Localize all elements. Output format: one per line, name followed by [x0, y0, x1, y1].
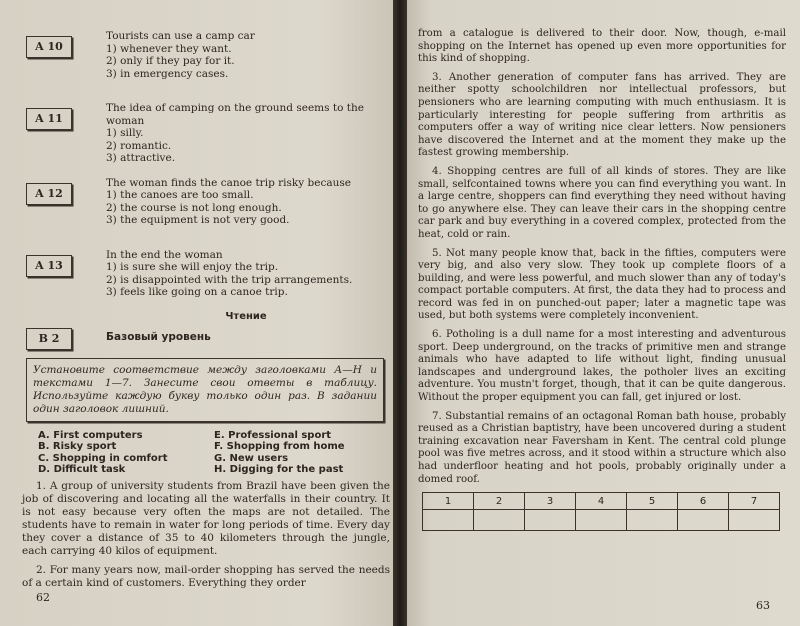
- page-number: 62: [36, 591, 50, 604]
- question-label: A 11: [26, 108, 72, 130]
- heading-item: F. Shopping from home: [214, 441, 345, 452]
- section-title: Чтение: [225, 310, 267, 322]
- question-option: 2) only if they pay for it.: [106, 55, 235, 67]
- heading-item: H. Digging for the past: [214, 464, 344, 475]
- question-option: 1) is sure she will enjoy the trip.: [106, 261, 279, 273]
- level-row: [22, 328, 390, 352]
- heading-item: G. New users: [214, 452, 289, 464]
- question-option: 3) feels like going on a canoe trip.: [106, 286, 288, 298]
- text-paragraph: 2. For many years now, mail-order shopping has served the needs of a certain kind of customers. Everything they order: [22, 563, 390, 589]
- answer-number: 1: [423, 493, 474, 510]
- question-option: 3) in emergency cases.: [106, 67, 229, 80]
- text-paragraph: from a catalogue is delivered to their door. Now, though, e-mail shopping on the Internet has opened up even more opportunities for this kind of shopping.: [418, 28, 786, 65]
- text-paragraph: 6. Potholing is a dull name for a most interesting and adventurous sport. Deep underground, on the tracks of primitive men and strange animals who have adapted to life without light, finding unusual landscapes and underground lakes, the potholer lives an exciting adventure. You mustn't forget, though, that it can be quite dangerous. Without the proper equipment you can fall, get injured or lost.: [418, 329, 786, 404]
- question-label: A 12: [26, 183, 72, 205]
- question-option: 1) silly.: [106, 127, 144, 139]
- book-gutter: [393, 0, 407, 626]
- text-paragraph: 3. Another generation of computer fans has arrived. They are neither spotty schoolchildren nor intellectual professors, but pensioners who are learning computing with much enthusiasm. It is particularly interesting for people suffering from arthritis as computers offer a way of writing nice clear letters. Now pensioners have discovered the Internet and at the moment they make up the fastest growing membership.: [418, 71, 786, 159]
- answer-number-row: [423, 493, 780, 510]
- answer-table: [422, 492, 780, 531]
- answer-cell[interactable]: [729, 510, 780, 531]
- text-paragraph: 7. Substantial remains of an octagonal Roman bath house, probably reused as a Christian baptistry, have been uncovered during a student training excavation near Faversham in Kent. The central cold plunge pool was five metres across, and it stood within a structure which also had underfloor heating and hot pools, probably originally under a domed roof.: [418, 410, 786, 485]
- answer-number: 5: [627, 493, 678, 510]
- question-body: [106, 30, 390, 80]
- question-a10: [22, 30, 390, 90]
- question-stem: The woman finds the canoe trip risky because: [106, 176, 351, 189]
- question-option: 1) whenever they want.: [106, 42, 232, 55]
- answer-input-row: [423, 510, 780, 531]
- question-a12: [22, 177, 390, 237]
- answer-number: 2: [474, 493, 525, 510]
- question-stem: The idea of camping on the ground seems to the woman: [106, 102, 364, 127]
- level-text: Базовый уровень: [106, 330, 211, 343]
- question-stem: In the end the woman: [106, 248, 223, 261]
- text-paragraph: 5. Not many people know that, back in the fifties, computers were very big, and also very slow. They took up complete floors of a building, and were less powerful, and much slower than any of today's compact portable computers. At first, the data they had to process and record was fed in on punched-out paper; later a magnetic tape was used, but both systems were completely inconvenient.: [418, 247, 786, 322]
- answer-number: 7: [729, 493, 780, 510]
- instruction-box: Установите соответствие между заголовками А—Н и текстами 1—7. Занесите свои ответы в таблицу. Используйте каждую букву только один раз. В задании один заголовок лишний.: [26, 358, 384, 422]
- heading-item: C. Shopping in comfort: [38, 452, 168, 464]
- question-stem: Tourists can use a camp car: [106, 30, 255, 42]
- question-body: [106, 249, 390, 299]
- text-paragraph: 1. A group of university students from Brazil have been given the job of discovering and locating all the waterfalls in their country. It is not easy because very often the maps are not detailed. The students have to remain in water for long periods of time. Every day they cover a distance of 35 to 40 kilometers through the jungle, each carrying 40 kilos of equipment.: [22, 479, 390, 557]
- answer-cell[interactable]: [627, 510, 678, 531]
- question-option: 2) romantic.: [106, 139, 172, 152]
- question-body: [106, 102, 390, 165]
- heading-item: D. Difficult task: [38, 464, 126, 475]
- question-option: 3) attractive.: [106, 152, 176, 164]
- task-label: B 2: [26, 328, 72, 350]
- answer-cell[interactable]: [474, 510, 525, 531]
- answer-cell[interactable]: [576, 510, 627, 531]
- answer-number: 3: [525, 493, 576, 510]
- headings-list: [38, 430, 390, 476]
- answer-number: 6: [678, 493, 729, 510]
- question-a11: [22, 102, 390, 165]
- answer-cell[interactable]: [525, 510, 576, 531]
- text-paragraph: 4. Shopping centres are full of all kinds of stores. They are like small, selfcontained towns where you can find everything you want. In a large centre, shoppers can find everything they need without having to go anywhere else. They can leave their cars in the shopping centre car park and buy everything in a covered complex, protected from the heat, cold or rain.: [418, 165, 786, 240]
- question-option: 2) is disappointed with the trip arrangements.: [106, 273, 353, 286]
- answer-cell[interactable]: [678, 510, 729, 531]
- heading-item: E. Professional sport: [214, 429, 332, 441]
- right-page: [400, 0, 800, 626]
- question-label: A 10: [26, 36, 72, 58]
- question-label: A 13: [26, 255, 72, 277]
- page-number: 63: [756, 599, 770, 612]
- answer-cell[interactable]: [423, 510, 474, 531]
- heading-item: B. Risky sport: [38, 441, 117, 452]
- question-option: 1) the canoes are too small.: [106, 189, 254, 201]
- question-option: 2) the course is not long enough.: [106, 201, 282, 214]
- heading-item: A. First computers: [38, 429, 143, 441]
- question-a13: [22, 249, 390, 309]
- question-option: 3) the equipment is not very good.: [106, 214, 290, 226]
- answer-number: 4: [576, 493, 627, 510]
- question-body: [106, 177, 390, 227]
